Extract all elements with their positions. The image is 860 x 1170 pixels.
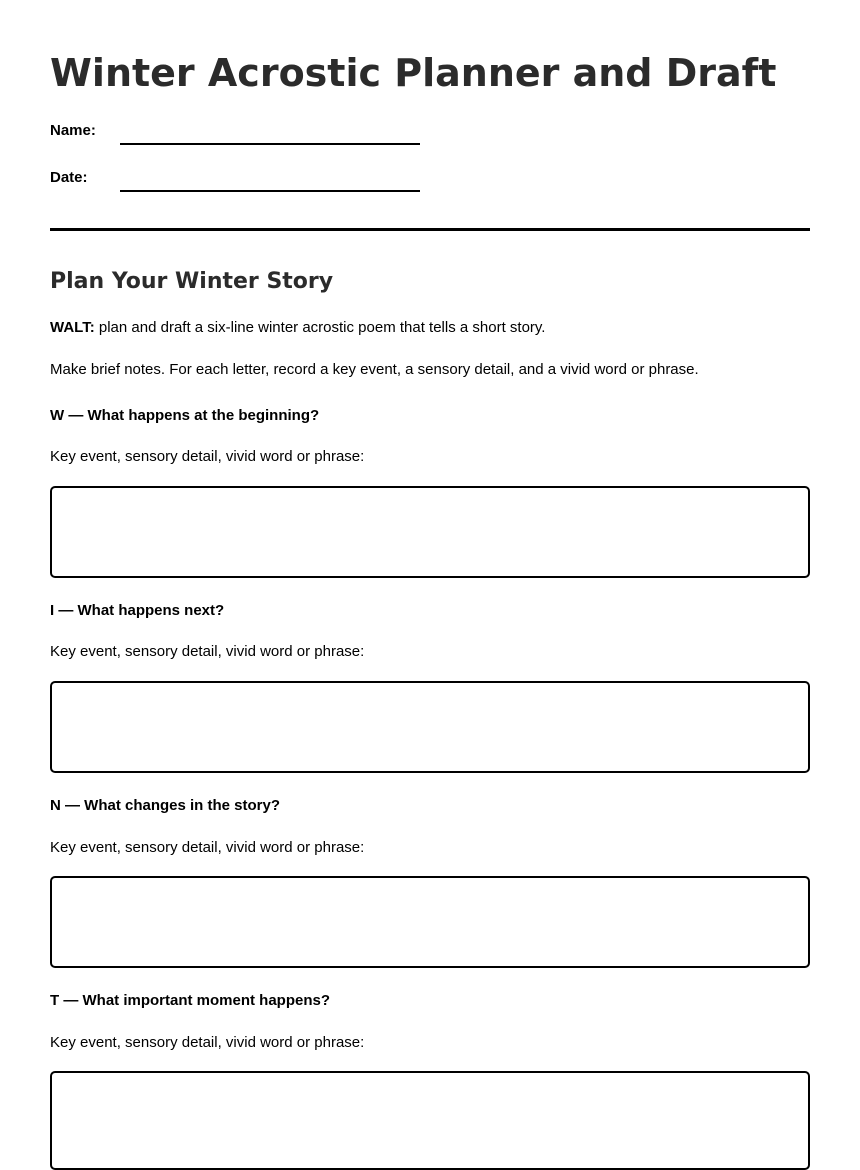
name-label: Name: [50,122,96,139]
instructions-text: Make brief notes. For each letter, record a key event, a sensory detail, and a vivid word or phrase. [50,361,699,378]
date-field-row [50,168,470,192]
header-divider [50,228,810,231]
answer-box-t[interactable] [50,1071,810,1170]
date-line[interactable] [120,190,420,192]
page-title: Winter Acrostic Planner and Draft [50,51,777,95]
prompt-sub-w: Key event, sensory detail, vivid word or phrase: [50,448,365,465]
prompt-sub-t: Key event, sensory detail, vivid word or phrase: [50,1034,365,1051]
answer-box-w[interactable] [50,486,810,578]
prompt-heading-w: W — What happens at the beginning? [50,407,320,424]
prompt-heading-t: T — What important moment happens? [50,992,330,1009]
prompt-heading-n: N — What changes in the story? [50,797,281,814]
section-heading: Plan Your Winter Story [50,269,334,294]
name-field-row [50,121,470,145]
prompt-sub-i: Key event, sensory detail, vivid word or phrase: [50,643,365,660]
walt-text: plan and draft a six-line winter acrostic poem that tells a short story. [94,319,546,336]
answer-box-n[interactable] [50,876,810,968]
prompt-heading-i: I — What happens next? [50,602,225,619]
walt-label: WALT: [50,319,95,336]
date-label: Date: [50,169,88,186]
walt-statement [50,318,545,338]
name-line[interactable] [120,143,420,145]
answer-box-i[interactable] [50,681,810,773]
prompt-sub-n: Key event, sensory detail, vivid word or phrase: [50,839,365,856]
